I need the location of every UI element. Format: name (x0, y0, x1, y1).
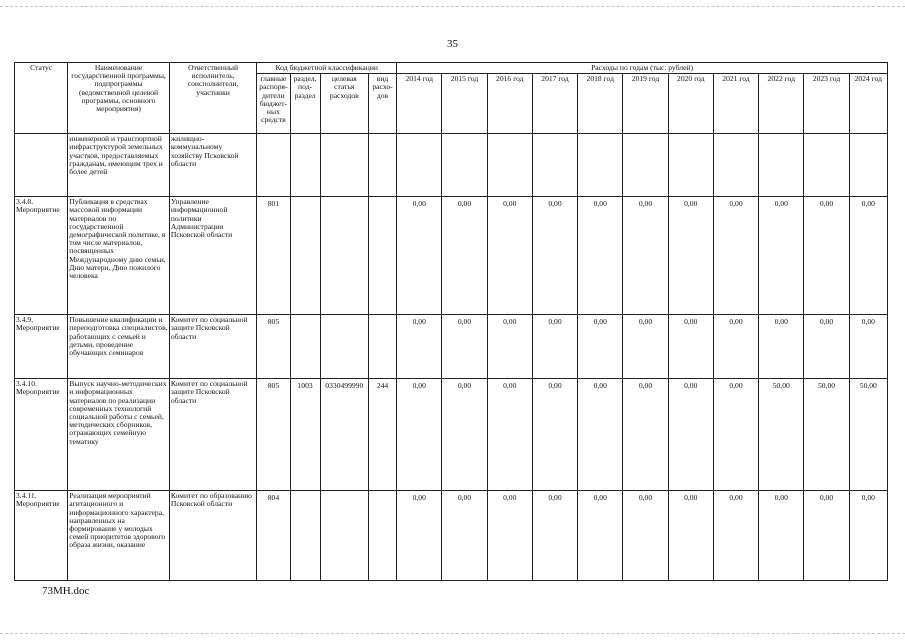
row-target (320, 197, 368, 315)
row-value (397, 134, 442, 197)
row-responsible: Управление информационной политики Администрации Псковской области (169, 197, 256, 315)
row-value: 0,00 (487, 315, 532, 379)
table-row (15, 315, 888, 379)
row-value: 0,00 (532, 491, 577, 581)
row-value (804, 134, 849, 197)
row-value (442, 134, 487, 197)
header-year: 2019 год (623, 74, 668, 134)
scan-bottom-edge (0, 633, 905, 634)
row-value (487, 134, 532, 197)
table-row (15, 379, 888, 491)
row-status: 3.4.10. Мероприятие (15, 379, 68, 491)
row-value: 0,00 (397, 315, 442, 379)
header-budget-code: Код бюджетной классификации (257, 63, 397, 74)
row-value: 0,00 (713, 491, 758, 581)
table-row (15, 197, 888, 315)
row-responsible: Комитет по социальной защите Псковской области (169, 379, 256, 491)
row-value: 0,00 (442, 491, 487, 581)
row-section (290, 491, 320, 581)
row-value (849, 134, 887, 197)
row-value: 0,00 (487, 197, 532, 315)
header-status: Статус (15, 63, 68, 134)
row-value: 0,00 (397, 379, 442, 491)
row-name: Реализация мероприятий агитационного и информационного характера, направленных на формирование у молодых семей приоритетов здорового образа жизни, оказание (68, 491, 170, 581)
row-value: 0,00 (713, 315, 758, 379)
row-grbs: 805 (257, 379, 290, 491)
row-value: 0,00 (759, 491, 804, 581)
row-value: 50,00 (849, 379, 887, 491)
row-grbs: 801 (257, 197, 290, 315)
row-type (368, 491, 396, 581)
row-value (759, 134, 804, 197)
row-value: 0,00 (578, 197, 623, 315)
page-number: 35 (447, 38, 458, 50)
row-responsible: Комитет по образованию Псковской области (169, 491, 256, 581)
header-name: Наименование государственной программы, подпрограммы (ведомственной целевой программы, основного мероприятия) (68, 63, 170, 134)
row-value (668, 134, 713, 197)
header-year: 2015 год (442, 74, 487, 134)
row-value: 0,00 (623, 379, 668, 491)
row-value: 0,00 (487, 491, 532, 581)
row-value: 0,00 (804, 197, 849, 315)
row-type: 244 (368, 379, 396, 491)
header-year: 2020 год (668, 74, 713, 134)
row-name: Выпуск научно-методических и информационных материалов по реализации современных технологий социальной работы с семьей, методических сборников, отражающих семейную тематику (68, 379, 170, 491)
row-value: 0,00 (532, 379, 577, 491)
scan-top-edge (0, 6, 905, 7)
row-target (320, 134, 368, 197)
row-name: Повышение квалификации и переподготовка специалистов, работающих с семьей и детьми, проведение обучающих семинаров (68, 315, 170, 379)
row-section (290, 134, 320, 197)
row-value: 0,00 (804, 315, 849, 379)
row-name: Публикация в средствах массовой информации материалов по государственной демографической политике, в том числе материалов, посвященных Международному дню семьи, Дню матери, Дню пожилого человека (68, 197, 170, 315)
header-year: 2016 год (487, 74, 532, 134)
row-value: 0,00 (804, 491, 849, 581)
row-grbs: 804 (257, 491, 290, 581)
row-value (713, 134, 758, 197)
row-value: 0,00 (578, 491, 623, 581)
header-expenses: Расходы по годам (тыс. рублей) (397, 63, 888, 74)
row-value: 0,00 (849, 315, 887, 379)
budget-table (14, 62, 888, 581)
row-status (15, 134, 68, 197)
row-value: 0,00 (759, 197, 804, 315)
row-target (320, 315, 368, 379)
header-year: 2021 год (713, 74, 758, 134)
row-value: 0,00 (442, 379, 487, 491)
row-value: 0,00 (532, 197, 577, 315)
row-status: 3.4.8. Мероприятие (15, 197, 68, 315)
row-value (623, 134, 668, 197)
row-value: 50,00 (804, 379, 849, 491)
row-grbs: 805 (257, 315, 290, 379)
row-section: 1003 (290, 379, 320, 491)
row-value: 0,00 (532, 315, 577, 379)
row-value: 0,00 (668, 197, 713, 315)
header-section: раздел, под-раздел (290, 74, 320, 134)
row-value: 0,00 (623, 315, 668, 379)
row-value: 0,00 (578, 315, 623, 379)
header-grbs: главные распоря-дители бюджет-ных средств (257, 74, 290, 134)
table-row (15, 491, 888, 581)
row-target: 0330499990 (320, 379, 368, 491)
row-value: 0,00 (668, 315, 713, 379)
row-status: 3.4.11. Мероприятие (15, 491, 68, 581)
header-year: 2017 год (532, 74, 577, 134)
header-year: 2018 год (578, 74, 623, 134)
row-value: 0,00 (849, 491, 887, 581)
row-value: 0,00 (623, 197, 668, 315)
row-value: 0,00 (668, 491, 713, 581)
row-status: 3.4.9. Мероприятие (15, 315, 68, 379)
row-value: 0,00 (713, 379, 758, 491)
row-section (290, 315, 320, 379)
row-value: 0,00 (849, 197, 887, 315)
row-value: 0,00 (442, 315, 487, 379)
row-value: 0,00 (668, 379, 713, 491)
row-value: 0,00 (713, 197, 758, 315)
row-section (290, 197, 320, 315)
row-responsible: Комитет по социальной защите Псковской области (169, 315, 256, 379)
row-value: 0,00 (578, 379, 623, 491)
table-row (15, 134, 888, 197)
row-type (368, 315, 396, 379)
row-value (578, 134, 623, 197)
header-target: целевая статья расходов (320, 74, 368, 134)
row-value: 0,00 (397, 197, 442, 315)
row-value: 50,00 (759, 379, 804, 491)
row-value (532, 134, 577, 197)
document-filename: 73MH.doc (42, 585, 90, 597)
row-target (320, 491, 368, 581)
header-year: 2022 год (759, 74, 804, 134)
header-type: вид расхо-дов (368, 74, 396, 134)
header-year: 2024 год (849, 74, 887, 134)
row-value: 0,00 (623, 491, 668, 581)
row-grbs (257, 134, 290, 197)
row-value: 0,00 (487, 379, 532, 491)
header-year: 2014 год (397, 74, 442, 134)
header-responsible: Ответственный исполнитель, соисполнители, участники (169, 63, 256, 134)
row-type (368, 197, 396, 315)
row-value: 0,00 (397, 491, 442, 581)
header-year: 2023 год (804, 74, 849, 134)
row-value: 0,00 (442, 197, 487, 315)
row-value: 0,00 (759, 315, 804, 379)
row-responsible: жилищно-коммунальному хозяйству Псковской области (169, 134, 256, 197)
row-type (368, 134, 396, 197)
row-name: инженерной и транспортной инфраструктурой земельных участков, предоставляемых гражданам, имеющим трех и более детей (68, 134, 170, 197)
